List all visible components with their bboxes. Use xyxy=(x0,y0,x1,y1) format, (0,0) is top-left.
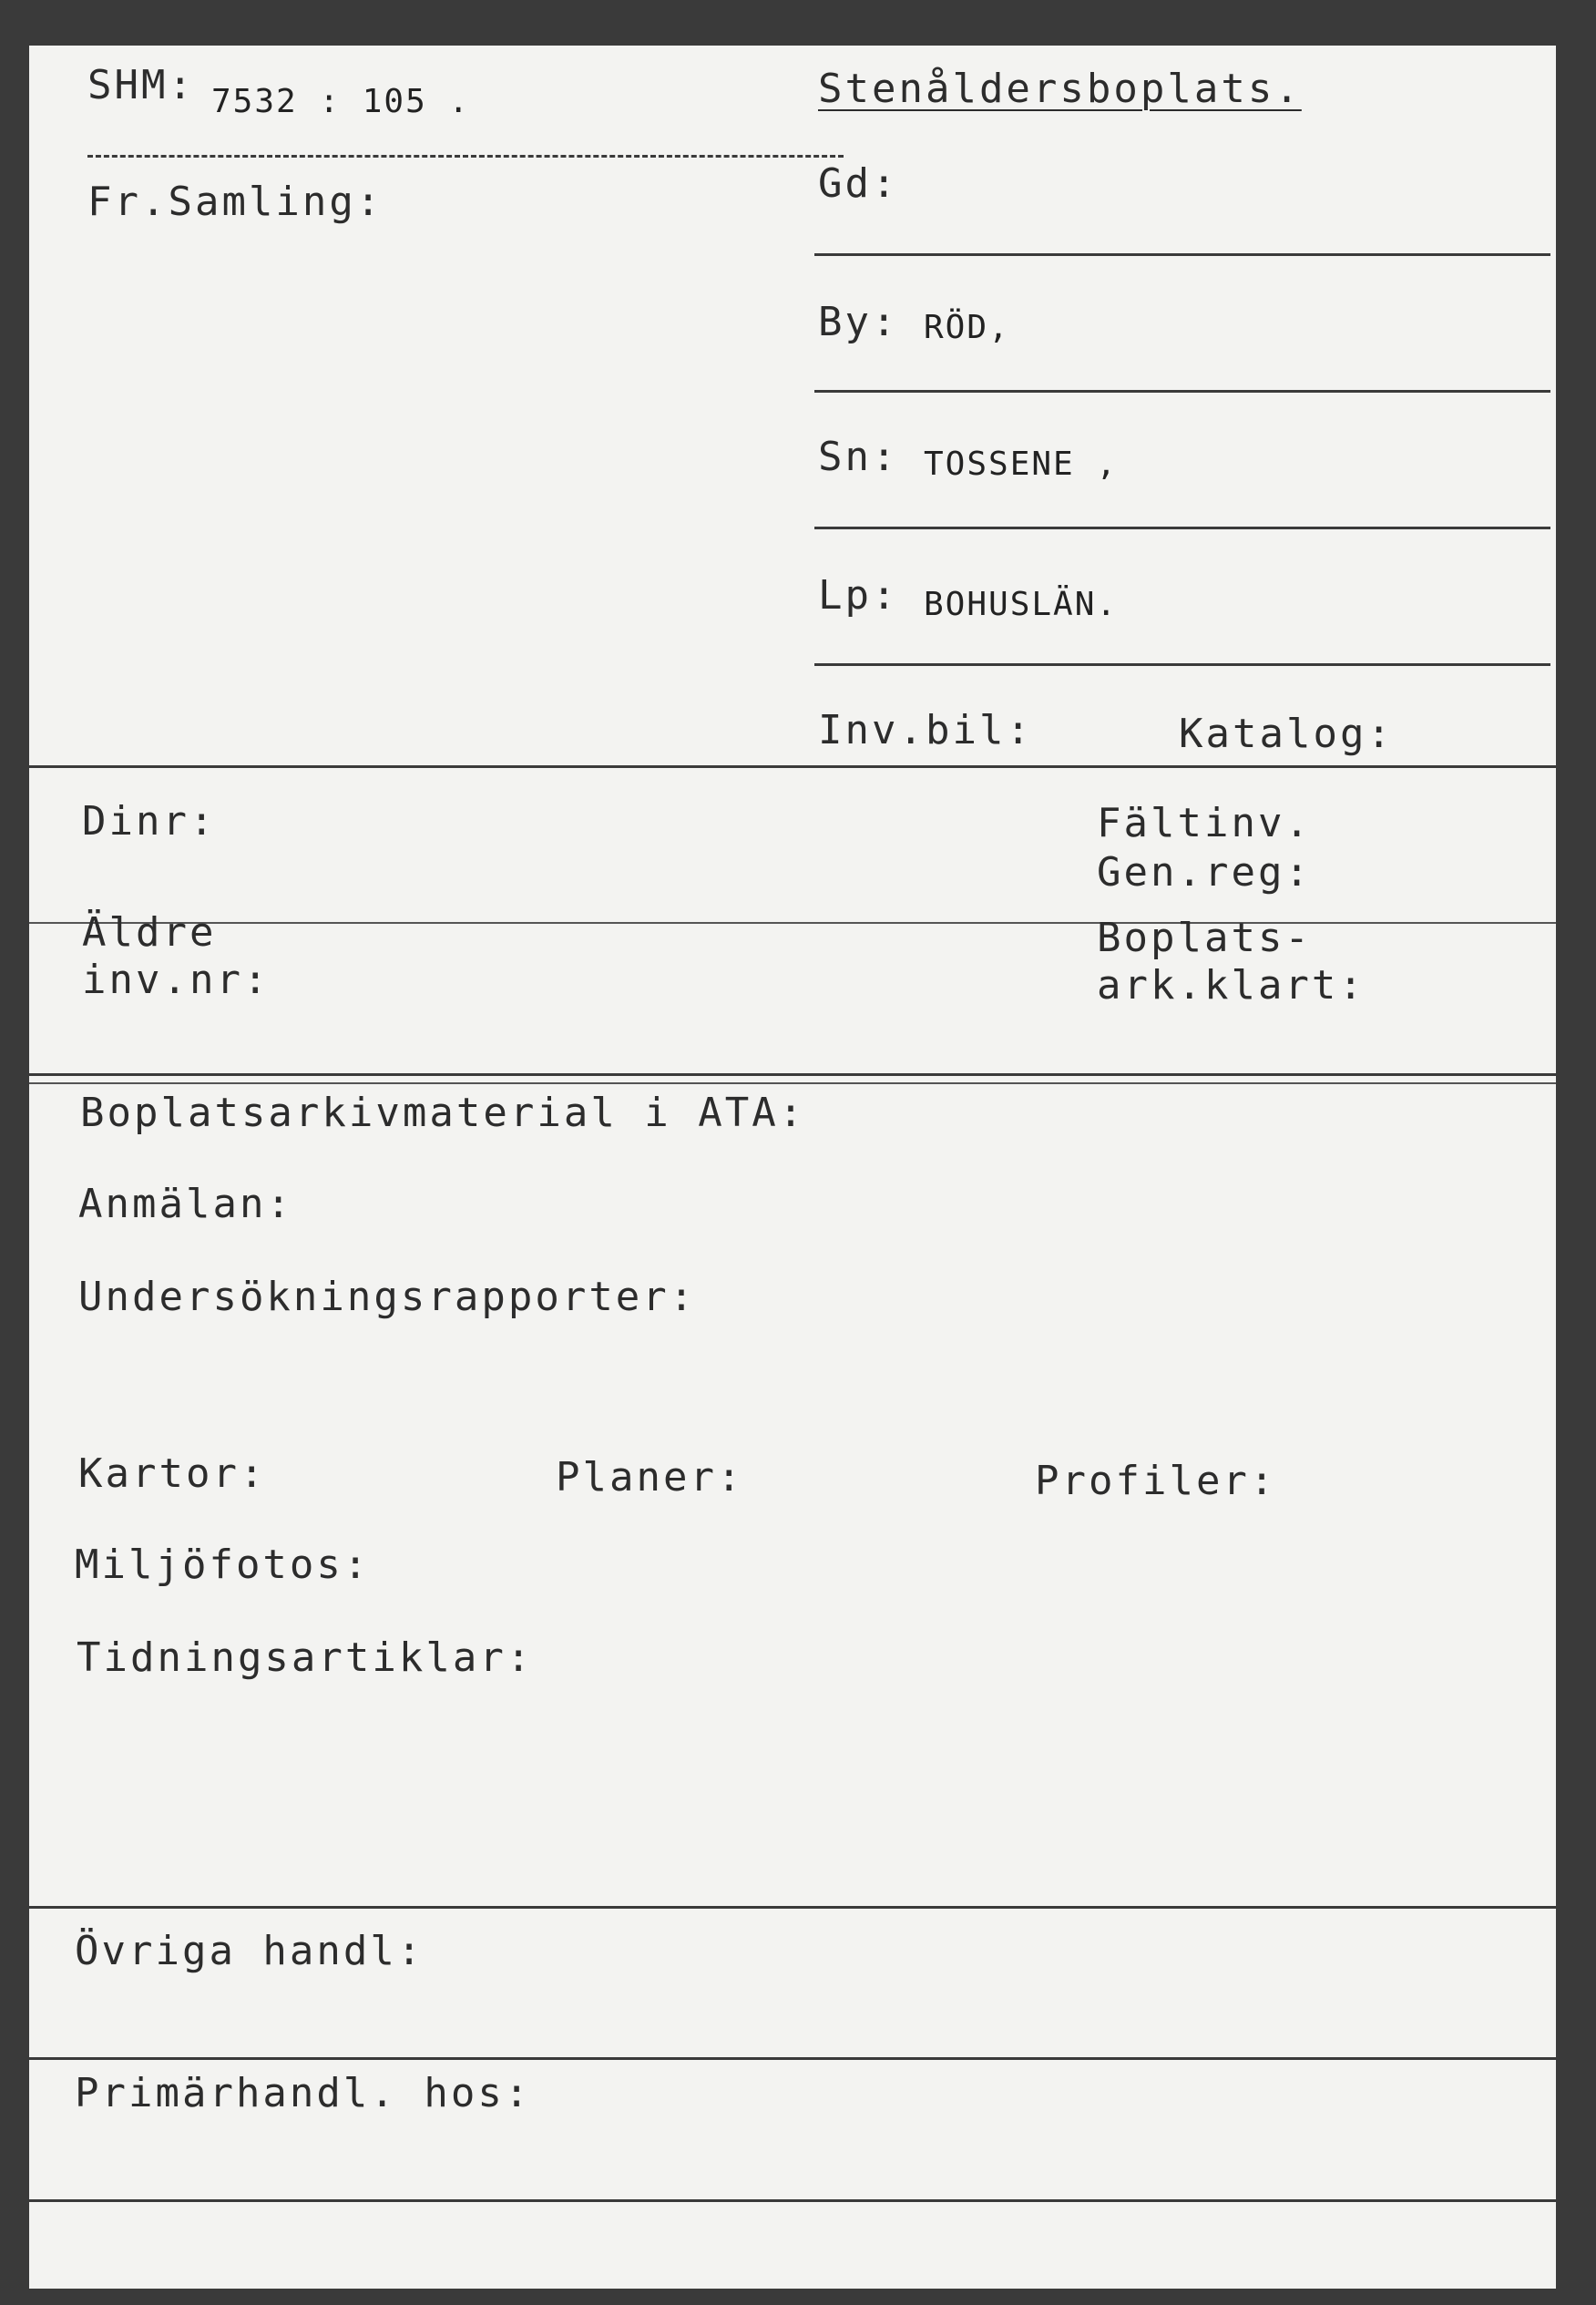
lp-value: BOHUSLÄN. xyxy=(924,586,1119,623)
boplats-label: Boplats- xyxy=(1097,915,1312,961)
divider-lp xyxy=(814,663,1550,666)
fr-samling-label: Fr.Samling: xyxy=(87,179,384,225)
shm-label: SHM: xyxy=(87,62,195,108)
by-value: RÖD, xyxy=(924,309,1010,346)
divider-lower xyxy=(29,1906,1556,1909)
divider-sn xyxy=(814,527,1550,529)
by-label: By: xyxy=(818,299,899,345)
genreg-label: Gen.reg: xyxy=(1097,849,1312,896)
divider-ovriga xyxy=(29,2057,1556,2060)
primar-label: Primärhandl. hos: xyxy=(75,2070,532,2116)
divider-middle-a xyxy=(29,1073,1556,1076)
divider-by xyxy=(814,390,1550,393)
invnr-label: inv.nr: xyxy=(82,957,271,1003)
boplatsarkiv-heading: Boplatsarkivmaterial i ATA: xyxy=(80,1090,806,1136)
divider-bottom xyxy=(29,2199,1556,2202)
tidning-label: Tidningsartiklar: xyxy=(77,1634,534,1681)
faltinv-label: Fältinv. xyxy=(1097,800,1312,846)
inv-bil-label: Inv.bil: xyxy=(818,707,1033,753)
katalog-label: Katalog: xyxy=(1179,711,1394,757)
shm-number: 7532 : 105 . xyxy=(211,83,471,120)
anmalan-label: Anmälan: xyxy=(78,1181,293,1227)
ovriga-label: Övriga handl: xyxy=(75,1928,425,1974)
archive-index-card xyxy=(29,46,1556,2289)
kartor-label: Kartor: xyxy=(78,1450,267,1497)
aldre-label: Äldre xyxy=(82,909,217,956)
divider-upper-section xyxy=(29,765,1556,768)
sn-value: TOSSENE , xyxy=(924,446,1119,483)
lp-label: Lp: xyxy=(818,572,899,619)
category-title: Stenåldersboplats. xyxy=(818,66,1302,112)
profiler-label: Profiler: xyxy=(1035,1458,1277,1504)
gd-label: Gd: xyxy=(818,160,899,207)
divider-shm xyxy=(87,155,844,160)
divider-gd xyxy=(814,253,1550,256)
divider-middle-b xyxy=(29,1082,1556,1084)
dinr-label: Dinr: xyxy=(82,798,217,845)
planer-label: Planer: xyxy=(556,1454,744,1501)
miljofotos-label: Miljöfotos: xyxy=(75,1542,371,1588)
arkklart-label: ark.klart: xyxy=(1097,962,1366,1009)
undersokning-label: Undersökningsrapporter: xyxy=(78,1274,697,1320)
divider-dinr xyxy=(29,922,1556,924)
sn-label: Sn: xyxy=(818,434,899,480)
